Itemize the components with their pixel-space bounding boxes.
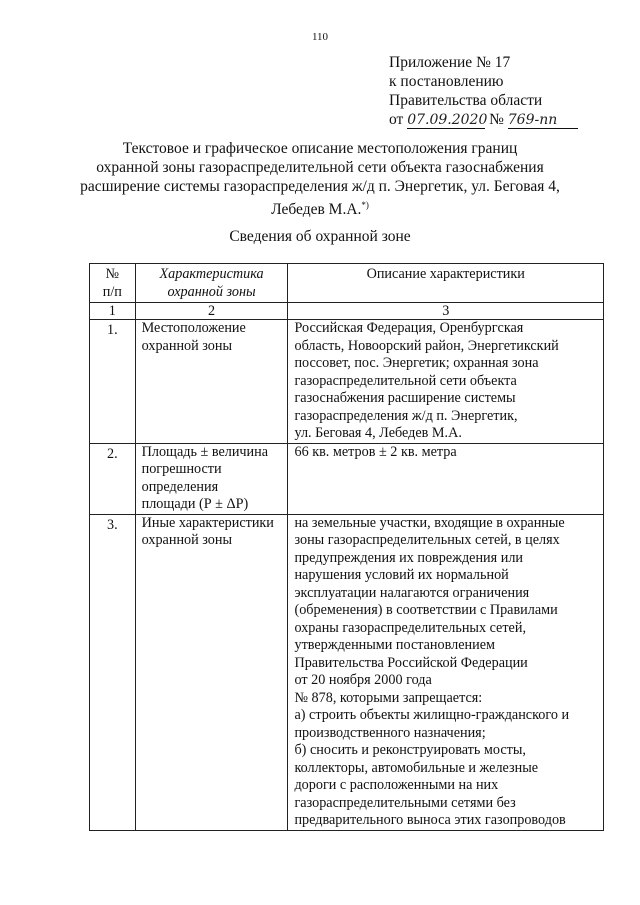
header-description: Описание характеристики (288, 264, 604, 303)
appendix-date-line (389, 110, 578, 129)
handwritten-number: 769-пп (508, 113, 578, 129)
title-line-2: охранной зоны газораспределительной сети объекта газоснабжения (96, 159, 544, 176)
handwritten-date: 07.09.2020 (407, 112, 488, 128)
row-description: на земельные участки, входящие в охранные зоны газораспределительных сетей, в целях предупреждения их повреждения или нарушения условий их нормальной эксплуатации налагаются ограничения (обременения) в соответствии с Правилами охраны газораспределительных сетей, утвержденными постановлением Правительства Российской Федерации от 20 ноября 2000 года № 878, которыми запрещается: а) строить объекты жилищно-гражданского и производственного назначения; б) сносить и реконструировать мосты, коллекторы, автомобильные и железные дороги с расположенными на них газораспределительными сетями без предварительного выноса этих газопроводов (288, 514, 604, 830)
index-cell: 3 (288, 303, 604, 320)
header-num: № п/п (90, 264, 136, 303)
index-cell: 2 (135, 303, 288, 320)
document-title (60, 139, 580, 219)
table-index-row (90, 303, 604, 320)
row-characteristic: Площадь ± величина погрешности определения площади (Р ± ΔР) (135, 443, 288, 514)
row-characteristic: Местоположение охранной зоны (135, 320, 288, 444)
date-prefix: от (389, 111, 404, 128)
row-number: 3. (90, 514, 136, 830)
header-characteristic: Характеристика охранной зоны (135, 264, 288, 303)
table-header-row (90, 264, 604, 303)
appendix-line-2: к постановлению (389, 73, 504, 90)
appendix-line-1: Приложение № 17 (389, 54, 511, 71)
row-number: 2. (90, 443, 136, 514)
protection-zone-table (89, 263, 604, 831)
appendix-line-3: Правительства области (389, 92, 543, 109)
row-description: Российская Федерация, Оренбургская область, Новоорский район, Энергетикский поссовет, пос. Энергетик; охранная зона газораспределительной сети объекта газоснабжения расширение системы газораспределения ж/д п. Энергетик, ул. Беговая 4, Лебедев М.А. (288, 320, 604, 444)
table-row (90, 443, 604, 514)
section-subtitle: Сведения об охранной зоне (229, 228, 411, 245)
title-line-1: Текстовое и графическое описание местоположения границ (122, 140, 518, 157)
title-line-4: Лебедев М.А.*) (271, 200, 369, 219)
page-number: 110 (311, 31, 329, 43)
index-cell: 1 (90, 303, 136, 320)
title-line-3: расширение системы газораспределения ж/д п. Энергетик, ул. Беговая 4, (80, 178, 560, 195)
appendix-block (389, 53, 578, 129)
table-row (90, 320, 604, 444)
table-row (90, 514, 604, 830)
row-description: 66 кв. метров ± 2 кв. метра (288, 443, 604, 514)
footnote-mark: *) (361, 200, 369, 210)
row-characteristic: Иные характеристики охранной зоны (135, 514, 288, 830)
row-number: 1. (90, 320, 136, 444)
number-prefix: № (489, 111, 504, 128)
